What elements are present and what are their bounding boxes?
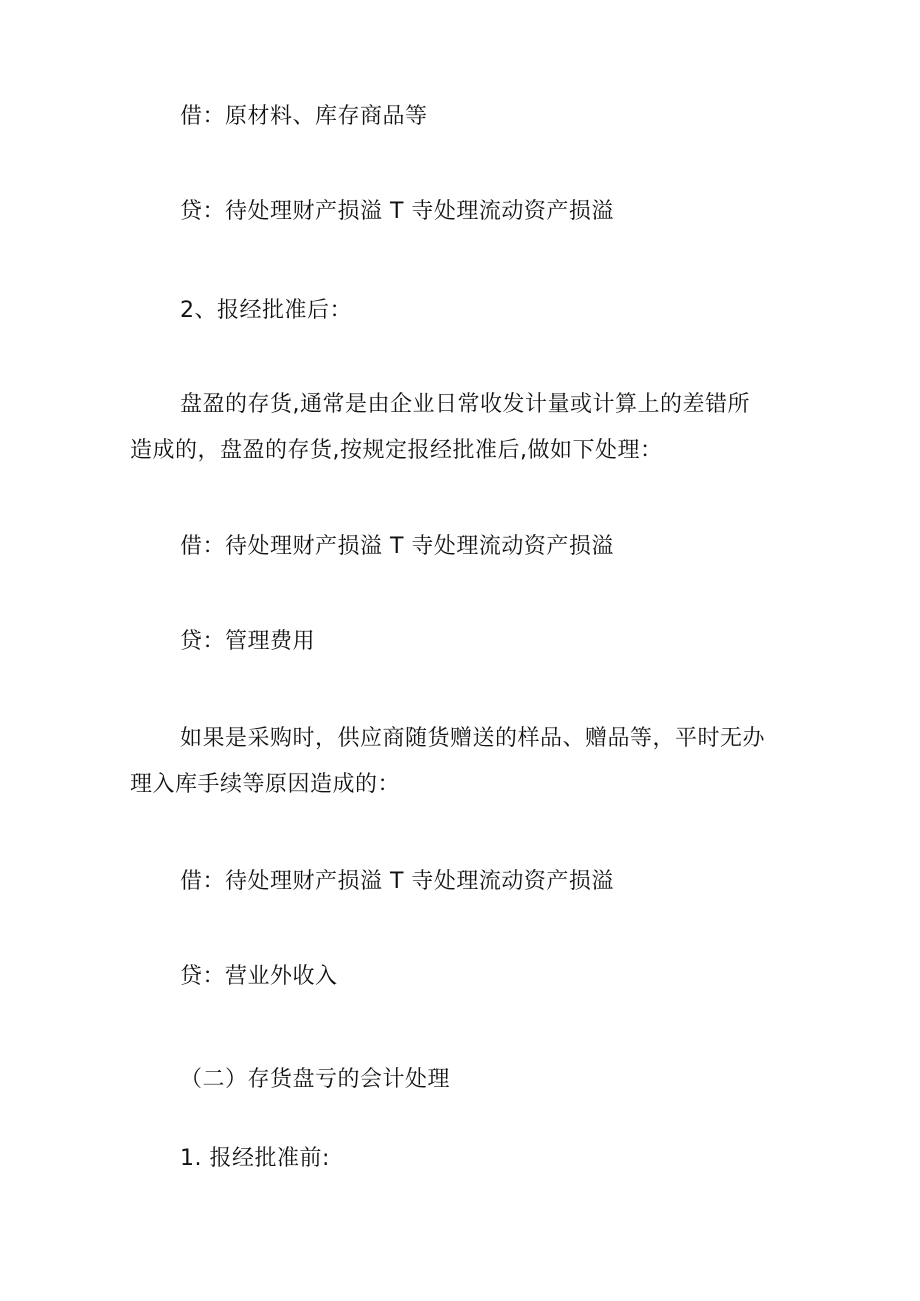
debit-line-materials: 借：原材料、库存商品等 (180, 104, 428, 129)
debit-line-pending-surplus-2: 借：待处理财产损溢 T 寺处理流动资产损溢 (180, 869, 614, 894)
debit-line-pending-surplus: 借：待处理财产损溢 T 寺处理流动资产损溢 (180, 534, 614, 559)
paragraph-samples-line-1: 如果是采购时，供应商随货赠送的样品、赠品等，平时无办 (180, 726, 766, 751)
section-heading-inventory-loss: （二）存货盘亏的会计处理 (180, 1067, 451, 1092)
credit-line-non-operating-income: 贷：营业外收入 (180, 964, 338, 989)
paragraph-samples-line-2: 理入库手续等原因造成的： (130, 772, 401, 797)
credit-line-admin-expenses: 贷：管理费用 (180, 629, 316, 654)
paragraph-surplus-line-1: 盘盈的存货,通常是由企业日常收发计量或计算上的差错所 (180, 392, 750, 417)
paragraph-surplus-line-2: 造成的，盘盈的存货,按规定报经批准后,做如下处理： (130, 438, 663, 463)
credit-line-pending-surplus: 贷：待处理财产损溢 T 寺处理流动资产损溢 (180, 199, 614, 224)
section-heading-after-approval: 2、报经批准后： (180, 298, 352, 323)
subsection-heading-before-approval: 1. 报经批准前: (180, 1146, 330, 1171)
